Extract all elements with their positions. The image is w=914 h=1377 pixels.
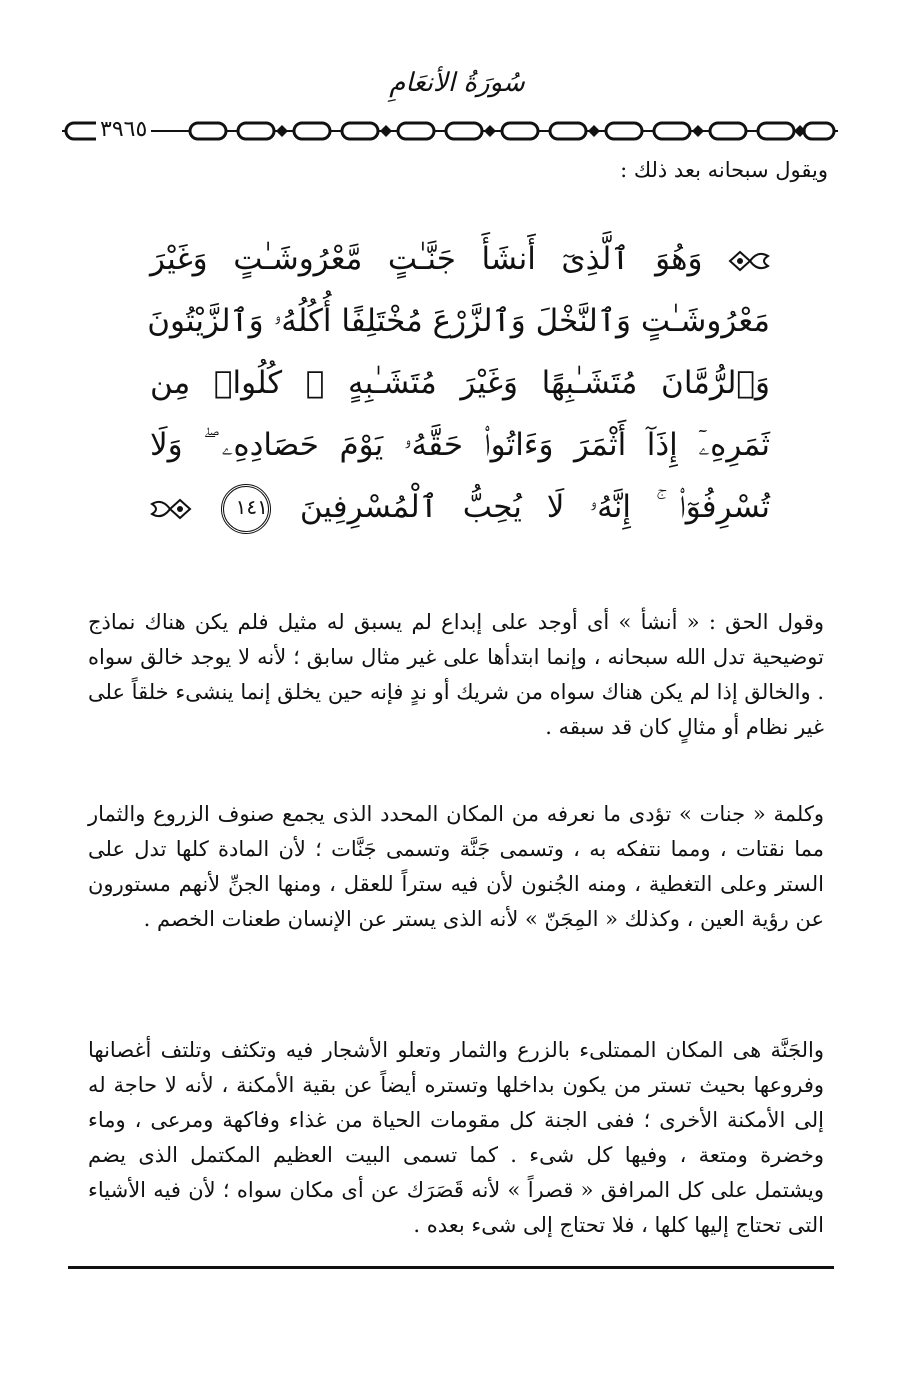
header-ornament-band xyxy=(62,116,838,146)
paragraph-2: وكلمة « جنات » تؤدى ما نعرفه من المكان المحدد الذى يجمع صنوف الزروع والثمار مما نقتات ، ومما نتفكه به ، وتسمى جَنَّة وتسمى جَنَّات ؛ لأن المادة كلها تدل على الستر وعلى التغطية ، ومنه الجُنون لأن فيه ستراً للعقل ، ومنها الجنِّ لأنهم مستورون عن رؤية العين ، وكذلك « المِجَنّ » لأنه الذى يستر عن الإنسان طعنات الخصم . xyxy=(88,802,824,931)
verse-line-5-text: تُسْرِفُوٓا۟ ۚ إِنَّهُۥ لَا يُحِبُّ ٱلْمُسْرِفِينَ xyxy=(299,489,770,525)
paragraph-3: والجَنَّة هى المكان الممتلىء بالزرع والثمار وتعلو الأشجار فيه وتكثف وتلتف أغصانها وفروعها بحيث تستر من يكون بداخلها وتستره أيضاً عن بقية الأمكنة ، لأنه لا حاجة له إلى الأمكنة الأخرى ؛ ففى الجنة كل مقومات الحياة من غذاء وفاكهة ومرعى ، وماء وخضرة ومتعة ، وفيها كل شىء . كما تسمى البيت العظيم المكتمل الذى يضم ويشتمل على كل المرافق « قصراً » لأنه قَصَرَك عن أى مكان سواه ؛ لأن فيه الأشياء التى تحتاج إليها كلها ، فلا تحتاج إلى شىء بعده . xyxy=(88,1038,824,1237)
paragraph-1: وقول الحق : « أنشأ » أى أوجد على إبداع لم يسبق له مثيل فلم يكن هناك نماذج توضيحية تدل الله سبحانه ، وإنما ابتدأها على غير مثال سابق ؛ لأنه لا يوجد خالق سواه . والخالق إذا لم يكن هناك سواه من شريك أو ندٍ فإنه حين يخلق إنما ينشىء خلقاً على غير نظام أو مثالٍ كان قد سبقه . xyxy=(88,610,824,739)
verse-line-3: وَٱلرُّمَّانَ مُتَشَـٰبِهًا وَغَيْرَ مُتَشَـٰبِهٍ ۚ كُلُوا۟ مِن xyxy=(150,365,770,401)
verse-line-1-text: وَهُوَ ٱلَّذِىٓ أَنشَأَ جَنَّـٰتٍ مَّعْرُوشَـٰتٍ وَغَيْرَ xyxy=(150,241,703,277)
verse-line-5 xyxy=(150,476,770,538)
closing-ornament-icon xyxy=(150,494,192,524)
footer-rule xyxy=(68,1266,834,1269)
verse-number-badge: ١٤١ xyxy=(221,484,271,534)
verse-line-2: مَعْرُوشَـٰتٍ وَٱلنَّخْلَ وَٱلزَّرْعَ مُخْتَلِفًا أُكُلُهُۥ وَٱلزَّيْتُونَ xyxy=(147,303,770,339)
intro-line: ويقول سبحانه بعد ذلك : xyxy=(620,158,828,182)
surah-title: سُورَةُ الأنعَامِ xyxy=(389,68,525,98)
quran-verse-block xyxy=(147,228,770,538)
opening-ornament-icon xyxy=(728,246,770,276)
verse-line-4: ثَمَرِهِۦٓ إِذَآ أَثْمَرَ وَءَاتُوا۟ حَقَّهُۥ يَوْمَ حَصَادِهِۦ ۖ وَلَا xyxy=(150,427,770,463)
verse-line-1 xyxy=(150,228,770,290)
page-number: ٣٩٦٥ xyxy=(96,116,151,144)
